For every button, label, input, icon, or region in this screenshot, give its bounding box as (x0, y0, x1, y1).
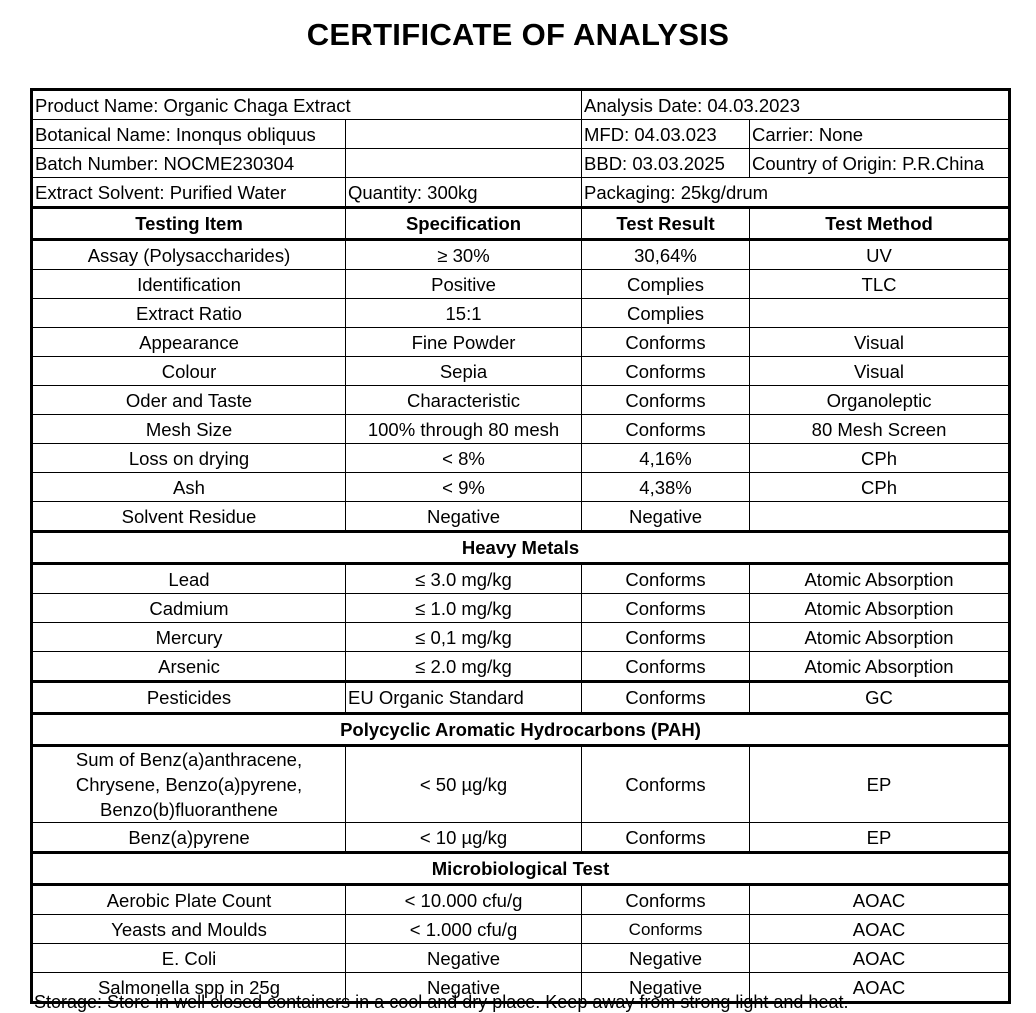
row-result: Conforms (582, 623, 750, 652)
botanical-name: Botanical Name: Inonqus obliquus (32, 120, 346, 149)
row-item: Mesh Size (32, 415, 346, 444)
table-row (32, 357, 1010, 386)
bbd-date: BBD: 03.03.2025 (582, 149, 750, 178)
header-test-result: Test Result (582, 208, 750, 240)
row-item: Ash (32, 473, 346, 502)
table-row (32, 885, 1010, 915)
row-result: Complies (582, 299, 750, 328)
table-row (32, 594, 1010, 623)
row-spec: < 9% (346, 473, 582, 502)
table-row (32, 915, 1010, 944)
row-method: Visual (750, 328, 1010, 357)
row-result: 4,38% (582, 473, 750, 502)
row-item: Mercury (32, 623, 346, 652)
table-row (32, 746, 1010, 823)
row-method: GC (750, 682, 1010, 714)
row-method (750, 502, 1010, 532)
row-item: Yeasts and Moulds (32, 915, 346, 944)
table-row (32, 473, 1010, 502)
row-result: Negative (582, 502, 750, 532)
row-item: Arsenic (32, 652, 346, 682)
row-item: Aerobic Plate Count (32, 885, 346, 915)
document-title: CERTIFICATE OF ANALYSIS (306, 17, 730, 52)
row-item: Loss on drying (32, 444, 346, 473)
row-method: AOAC (750, 915, 1010, 944)
mfd-date: MFD: 04.03.023 (582, 120, 750, 149)
row-spec: < 1.000 cfu/g (346, 915, 582, 944)
row-item: Assay (Polysaccharides) (32, 240, 346, 270)
table-row (32, 299, 1010, 328)
row-method: Organoleptic (750, 386, 1010, 415)
row-result: Conforms (582, 746, 750, 823)
row-method: AOAC (750, 973, 1010, 1003)
row-spec: 15:1 (346, 299, 582, 328)
row-result: Complies (582, 270, 750, 299)
row-method: AOAC (750, 885, 1010, 915)
row-item: Salmonella spp in 25g (32, 973, 346, 1003)
table-row (32, 823, 1010, 853)
storage-note: Storage: Store in well closed containers in a cool and dry place. Keep away from strong light and heat. (34, 992, 849, 1012)
row-result: Conforms (582, 823, 750, 853)
table-row (32, 944, 1010, 973)
row-spec: ≤ 1.0 mg/kg (346, 594, 582, 623)
row-result: Conforms (582, 564, 750, 594)
analysis-date: Analysis Date: 04.03.2023 (582, 90, 1010, 120)
row-result: Conforms (582, 915, 750, 944)
batch-number: Batch Number: NOCME230304 (32, 149, 346, 178)
row-result: Conforms (582, 415, 750, 444)
row-item: Oder and Taste (32, 386, 346, 415)
row-item: Solvent Residue (32, 502, 346, 532)
row-result: Conforms (582, 357, 750, 386)
table-row (32, 328, 1010, 357)
row-result: Conforms (582, 885, 750, 915)
row-spec: Characteristic (346, 386, 582, 415)
row-result: Negative (582, 973, 750, 1003)
row-method: 80 Mesh Screen (750, 415, 1010, 444)
row-spec: ≤ 0,1 mg/kg (346, 623, 582, 652)
table-row (32, 444, 1010, 473)
table-row (32, 270, 1010, 299)
row-spec: < 8% (346, 444, 582, 473)
row-method: Atomic Absorption (750, 623, 1010, 652)
row-item: Extract Ratio (32, 299, 346, 328)
row-spec: Negative (346, 944, 582, 973)
row-spec: < 10 µg/kg (346, 823, 582, 853)
row-spec: EU Organic Standard (346, 682, 582, 714)
row-item: Identification (32, 270, 346, 299)
row-item: Cadmium (32, 594, 346, 623)
row-method: TLC (750, 270, 1010, 299)
section-microbiological: Microbiological Test (32, 853, 1010, 885)
row-result: Conforms (582, 328, 750, 357)
column-header-row (32, 208, 1010, 240)
row-method: AOAC (750, 944, 1010, 973)
row-item: Sum of Benz(a)anthracene, Chrysene, Benzo(a)pyrene, Benzo(b)fluoranthene (32, 746, 346, 823)
row-method (750, 299, 1010, 328)
table-row (32, 623, 1010, 652)
row-spec: < 10.000 cfu/g (346, 885, 582, 915)
country-of-origin: Country of Origin: P.R.China (750, 149, 1010, 178)
row-method: EP (750, 823, 1010, 853)
header-specification: Specification (346, 208, 582, 240)
row-item: Pesticides (32, 682, 346, 714)
section-row (32, 532, 1010, 564)
row-method: Visual (750, 357, 1010, 386)
row-spec: Negative (346, 973, 582, 1003)
row-method: UV (750, 240, 1010, 270)
row-item: E. Coli (32, 944, 346, 973)
row-result: Negative (582, 944, 750, 973)
quantity: Quantity: 300kg (346, 178, 582, 208)
extract-solvent: Extract Solvent: Purified Water (32, 178, 346, 208)
row-item: Lead (32, 564, 346, 594)
row-method: Atomic Absorption (750, 594, 1010, 623)
row-result: Conforms (582, 682, 750, 714)
packaging: Packaging: 25kg/drum (582, 178, 1010, 208)
row-method: Atomic Absorption (750, 652, 1010, 682)
empty-cell (346, 149, 582, 178)
info-row (32, 149, 1010, 178)
row-result: 4,16% (582, 444, 750, 473)
section-heavy-metals: Heavy Metals (32, 532, 1010, 564)
section-row (32, 853, 1010, 885)
header-testing-item: Testing Item (32, 208, 346, 240)
row-spec: 100% through 80 mesh (346, 415, 582, 444)
row-item: Appearance (32, 328, 346, 357)
table-row (32, 502, 1010, 532)
row-spec: ≥ 30% (346, 240, 582, 270)
row-spec: Sepia (346, 357, 582, 386)
row-result: 30,64% (582, 240, 750, 270)
row-method: Atomic Absorption (750, 564, 1010, 594)
table-row (32, 240, 1010, 270)
row-item: Benz(a)pyrene (32, 823, 346, 853)
row-method: EP (750, 746, 1010, 823)
table-row (32, 682, 1010, 714)
table-row (32, 652, 1010, 682)
empty-cell (346, 120, 582, 149)
row-method: CPh (750, 444, 1010, 473)
row-spec: Negative (346, 502, 582, 532)
product-name: Product Name: Organic Chaga Extract (32, 90, 582, 120)
row-method: CPh (750, 473, 1010, 502)
row-result: Conforms (582, 652, 750, 682)
row-result: Conforms (582, 594, 750, 623)
table-row (32, 564, 1010, 594)
analysis-table (30, 88, 1011, 1004)
carrier: Carrier: None (750, 120, 1010, 149)
info-row (32, 90, 1010, 120)
header-test-method: Test Method (750, 208, 1010, 240)
row-spec: ≤ 2.0 mg/kg (346, 652, 582, 682)
info-row (32, 178, 1010, 208)
row-item: Colour (32, 357, 346, 386)
row-spec: < 50 µg/kg (346, 746, 582, 823)
row-spec: Positive (346, 270, 582, 299)
row-spec: Fine Powder (346, 328, 582, 357)
info-row (32, 120, 1010, 149)
section-row (32, 714, 1010, 746)
table-row (32, 386, 1010, 415)
row-spec: ≤ 3.0 mg/kg (346, 564, 582, 594)
row-result: Conforms (582, 386, 750, 415)
section-pah: Polycyclic Aromatic Hydrocarbons (PAH) (32, 714, 1010, 746)
table-row (32, 415, 1010, 444)
